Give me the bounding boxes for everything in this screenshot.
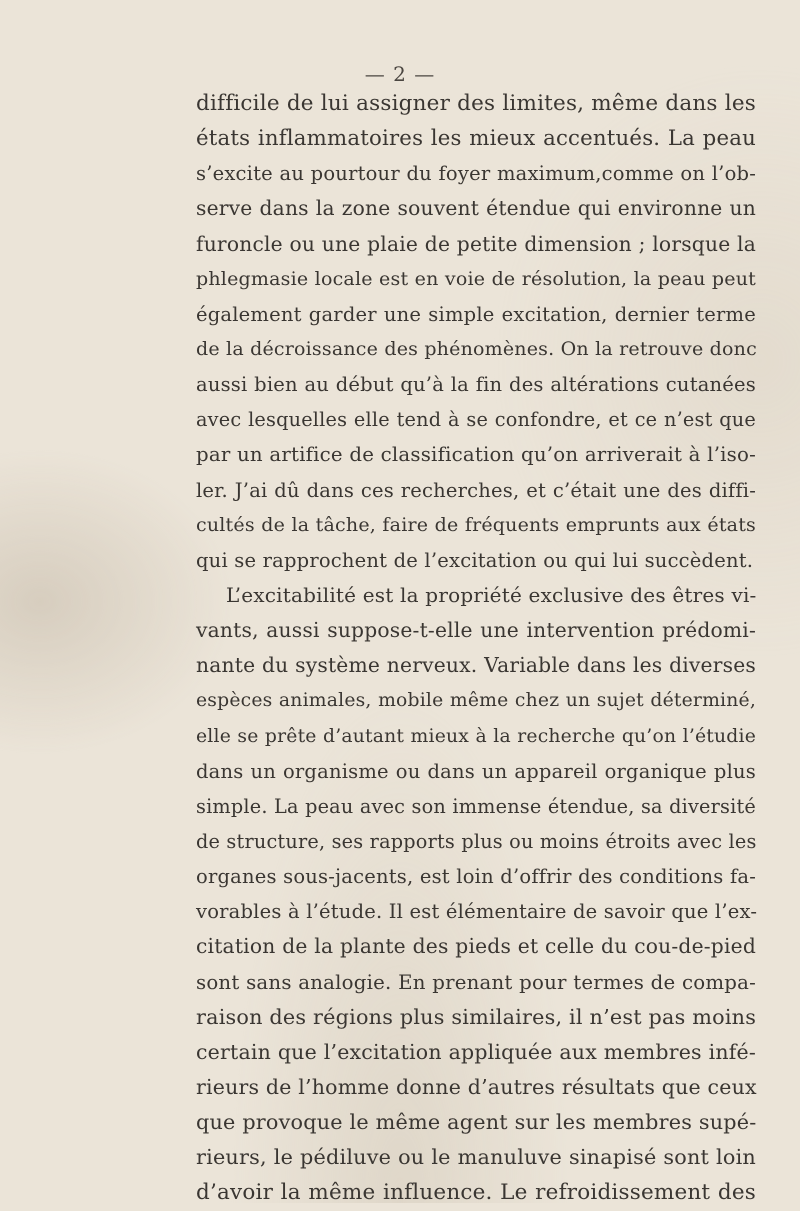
text-line: espèces animales, mobile même chez un sujet déterminé, <box>196 690 756 712</box>
text-line: sont sans analogie. En prenant pour termes de compa- <box>196 970 756 994</box>
text-line: vorables à l’étude. Il est élémentaire de savoir que l’ex- <box>196 900 758 924</box>
text-line: également garder une simple excitation, dernier terme <box>196 302 756 326</box>
text-line: par un artifice de classification qu’on arriverait à l’iso- <box>196 443 756 467</box>
text-line: difficile de lui assigner des limites, même dans les <box>196 91 756 116</box>
text-line: s’excite au pourtour du foyer maximum,comme on l’ob- <box>196 162 756 186</box>
text-line: certain que l’excitation appliquée aux membres infé- <box>196 1039 756 1064</box>
text-line: aussi bien au début qu’à la fin des altérations cutanées <box>196 373 756 397</box>
text-line: cultés de la tâche, faire de fréquents emprunts aux états <box>196 513 756 536</box>
text-line: états inflammatoires les mieux accentués. La peau <box>196 126 756 152</box>
body-text <box>196 86 756 1211</box>
text-line: citation de la plante des pieds et celle du cou-de-pied <box>196 934 756 959</box>
text-line: elle se prête d’autant mieux à la recherche qu’on l’étudie <box>196 725 756 747</box>
text-line: de structure, ses rapports plus ou moins étroits avec les <box>196 829 757 853</box>
text-line: serve dans la zone souvent étendue qui environne un <box>196 196 756 221</box>
text-line: avec lesquelles elle tend à se confondre, et ce n’est que <box>196 408 756 432</box>
text-line: raison des régions plus similaires, il n’est pas moins <box>196 1004 757 1029</box>
text-line: qui se rapprochent de l’excitation ou qui lui succèdent. <box>196 548 754 572</box>
text-line: rieurs, le pédiluve ou le manuluve sinapisé sont loin <box>196 1145 756 1170</box>
text-line: simple. La peau avec son immense étendue, sa diversité <box>196 794 756 818</box>
text-line: dans un organisme ou dans un appareil organique plus <box>196 759 756 783</box>
text-line: que provoque le même agent sur les membres supé- <box>196 1110 757 1135</box>
text-line: furoncle ou une plaie de petite dimension ; lorsque la <box>196 231 756 256</box>
text-line: rieurs de l’homme donne d’autres résultats que ceux <box>196 1074 757 1099</box>
text-line: ler. J’ai dû dans ces recherches, et c’était une des diffi- <box>196 478 756 502</box>
text-line: d’avoir la même influence. Le refroidissement des <box>196 1180 756 1206</box>
page-number: — 2 — <box>364 62 436 86</box>
text-line: phlegmasie locale est en voie de résolution, la peau peut <box>196 267 756 290</box>
text-line: de la décroissance des phénomènes. On la retrouve donc <box>196 337 757 360</box>
text-line: nante du système nerveux. Variable dans les diverses <box>196 653 756 678</box>
paragraph-start-line: L’excitabilité est la propriété exclusive des êtres vi- <box>226 582 757 607</box>
text-line: organes sous-jacents, est loin d’offrir des conditions fa- <box>196 865 756 889</box>
text-line: vants, aussi suppose-t-elle une intervention prédomi- <box>196 618 756 643</box>
